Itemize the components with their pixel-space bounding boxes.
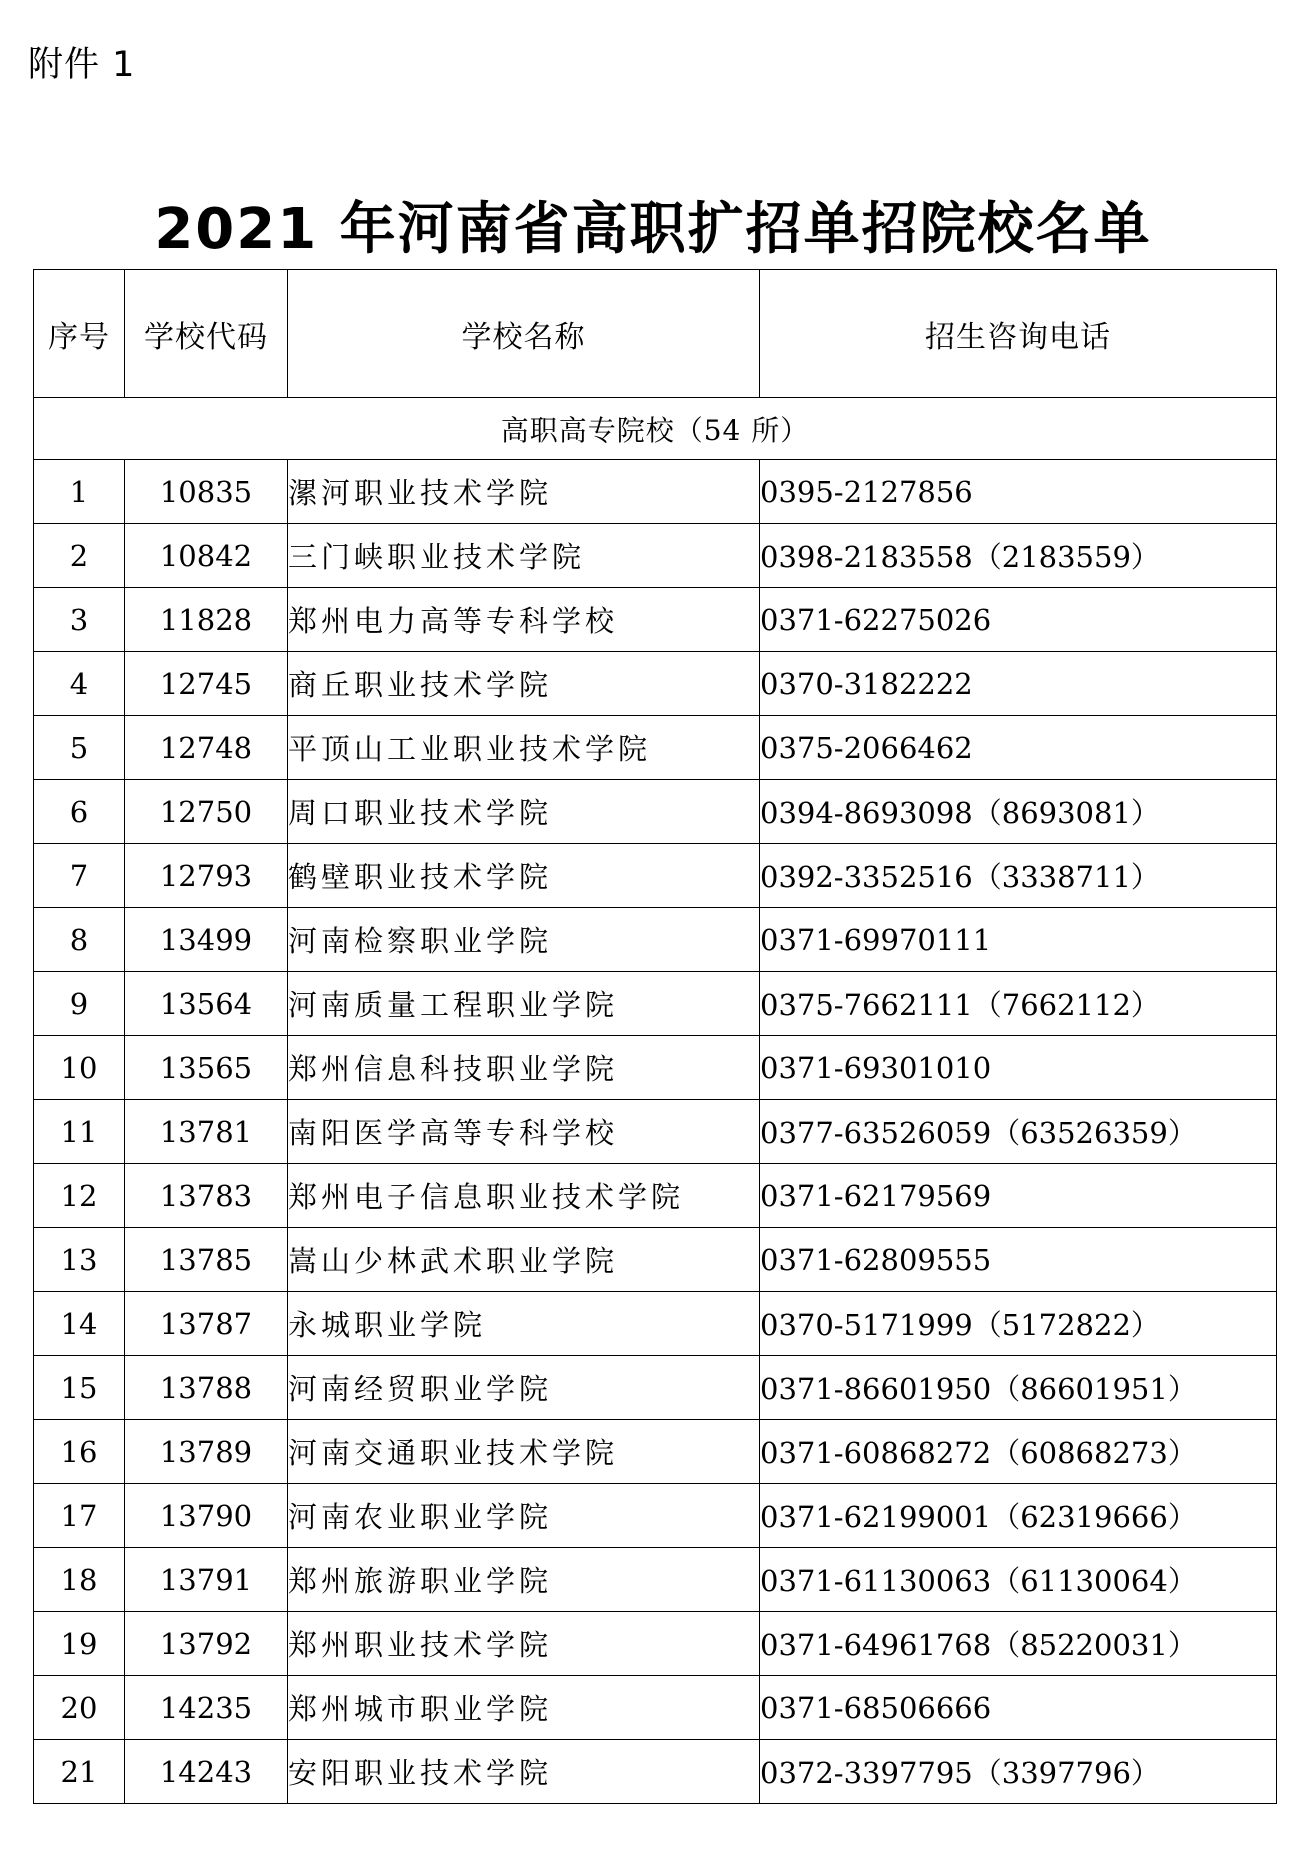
school-table — [33, 269, 1277, 1804]
cell-school-name: 漯河职业技术学院 — [288, 460, 760, 524]
cell-serial-no: 15 — [34, 1356, 125, 1420]
section-label: 高职高专院校（54 所） — [34, 398, 1277, 460]
cell-school-code: 13564 — [125, 972, 288, 1036]
cell-phone: 0371-62275026 — [760, 588, 1277, 652]
cell-school-code: 11828 — [125, 588, 288, 652]
header-school-code: 学校代码 — [125, 270, 288, 398]
cell-school-name: 郑州旅游职业学院 — [288, 1548, 760, 1612]
cell-school-name: 鹤壁职业技术学院 — [288, 844, 760, 908]
table-row — [34, 1484, 1277, 1548]
cell-serial-no: 6 — [34, 780, 125, 844]
cell-school-code: 12748 — [125, 716, 288, 780]
cell-phone: 0371-64961768（85220031） — [760, 1612, 1277, 1676]
cell-school-name: 安阳职业技术学院 — [288, 1740, 760, 1804]
cell-school-code: 13781 — [125, 1100, 288, 1164]
cell-school-name: 郑州电力高等专科学校 — [288, 588, 760, 652]
cell-school-code: 12750 — [125, 780, 288, 844]
cell-serial-no: 19 — [34, 1612, 125, 1676]
cell-phone: 0370-5171999（5172822） — [760, 1292, 1277, 1356]
table-row — [34, 1292, 1277, 1356]
table-row — [34, 716, 1277, 780]
cell-serial-no: 12 — [34, 1164, 125, 1228]
cell-phone: 0377-63526059（63526359） — [760, 1100, 1277, 1164]
cell-phone: 0371-62179569 — [760, 1164, 1277, 1228]
cell-phone: 0392-3352516（3338711） — [760, 844, 1277, 908]
table-row — [34, 588, 1277, 652]
cell-school-name: 河南质量工程职业学院 — [288, 972, 760, 1036]
header-serial-no: 序号 — [34, 270, 125, 398]
cell-phone: 0375-2066462 — [760, 716, 1277, 780]
cell-serial-no: 9 — [34, 972, 125, 1036]
cell-school-name: 郑州城市职业学院 — [288, 1676, 760, 1740]
cell-school-code: 13785 — [125, 1228, 288, 1292]
table-row — [34, 1548, 1277, 1612]
cell-school-name: 河南农业职业学院 — [288, 1484, 760, 1548]
cell-phone: 0371-61130063（61130064） — [760, 1548, 1277, 1612]
table-row — [34, 1228, 1277, 1292]
table-row — [34, 1612, 1277, 1676]
page-title: 2021 年河南省高职扩招单招院校名单 — [154, 197, 1152, 262]
table-row — [34, 1420, 1277, 1484]
cell-serial-no: 1 — [34, 460, 125, 524]
section-row — [34, 398, 1277, 460]
cell-serial-no: 3 — [34, 588, 125, 652]
cell-school-code: 12793 — [125, 844, 288, 908]
cell-phone: 0398-2183558（2183559） — [760, 524, 1277, 588]
cell-serial-no: 13 — [34, 1228, 125, 1292]
cell-school-code: 12745 — [125, 652, 288, 716]
cell-serial-no: 10 — [34, 1036, 125, 1100]
cell-serial-no: 2 — [34, 524, 125, 588]
cell-school-code: 13788 — [125, 1356, 288, 1420]
table-row — [34, 1356, 1277, 1420]
cell-serial-no: 18 — [34, 1548, 125, 1612]
attachment-label: 附件 1 — [28, 45, 136, 85]
cell-school-name: 三门峡职业技术学院 — [288, 524, 760, 588]
table-row — [34, 652, 1277, 716]
table-row — [34, 1164, 1277, 1228]
table-row — [34, 1676, 1277, 1740]
cell-school-code: 13791 — [125, 1548, 288, 1612]
table-body — [34, 398, 1277, 1804]
cell-phone: 0394-8693098（8693081） — [760, 780, 1277, 844]
cell-serial-no: 7 — [34, 844, 125, 908]
cell-serial-no: 17 — [34, 1484, 125, 1548]
cell-school-name: 郑州电子信息职业技术学院 — [288, 1164, 760, 1228]
cell-school-code: 13789 — [125, 1420, 288, 1484]
table-row — [34, 524, 1277, 588]
cell-school-name: 永城职业学院 — [288, 1292, 760, 1356]
cell-serial-no: 8 — [34, 908, 125, 972]
cell-serial-no: 14 — [34, 1292, 125, 1356]
cell-phone: 0375-7662111（7662112） — [760, 972, 1277, 1036]
cell-school-code: 14235 — [125, 1676, 288, 1740]
cell-serial-no: 4 — [34, 652, 125, 716]
table-row — [34, 1100, 1277, 1164]
cell-phone: 0370-3182222 — [760, 652, 1277, 716]
table-row — [34, 1740, 1277, 1804]
cell-phone: 0372-3397795（3397796） — [760, 1740, 1277, 1804]
table-row — [34, 460, 1277, 524]
cell-phone: 0371-68506666 — [760, 1676, 1277, 1740]
cell-school-code: 14243 — [125, 1740, 288, 1804]
cell-school-code: 13565 — [125, 1036, 288, 1100]
cell-serial-no: 20 — [34, 1676, 125, 1740]
table-row — [34, 908, 1277, 972]
cell-school-name: 郑州职业技术学院 — [288, 1612, 760, 1676]
cell-school-code: 13787 — [125, 1292, 288, 1356]
table-row — [34, 972, 1277, 1036]
cell-school-code: 13792 — [125, 1612, 288, 1676]
cell-school-name: 周口职业技术学院 — [288, 780, 760, 844]
header-school-name: 学校名称 — [288, 270, 760, 398]
cell-school-code: 10842 — [125, 524, 288, 588]
table-header-row — [34, 270, 1277, 398]
cell-school-name: 河南检察职业学院 — [288, 908, 760, 972]
cell-school-name: 河南交通职业技术学院 — [288, 1420, 760, 1484]
cell-school-code: 13783 — [125, 1164, 288, 1228]
cell-phone: 0371-69301010 — [760, 1036, 1277, 1100]
cell-school-name: 河南经贸职业学院 — [288, 1356, 760, 1420]
table-row — [34, 1036, 1277, 1100]
cell-serial-no: 5 — [34, 716, 125, 780]
cell-school-name: 南阳医学高等专科学校 — [288, 1100, 760, 1164]
cell-school-name: 平顶山工业职业技术学院 — [288, 716, 760, 780]
cell-school-code: 13790 — [125, 1484, 288, 1548]
header-phone: 招生咨询电话 — [760, 270, 1277, 398]
cell-serial-no: 16 — [34, 1420, 125, 1484]
cell-school-code: 13499 — [125, 908, 288, 972]
cell-serial-no: 11 — [34, 1100, 125, 1164]
cell-phone: 0371-62809555 — [760, 1228, 1277, 1292]
cell-phone: 0395-2127856 — [760, 460, 1277, 524]
cell-school-code: 10835 — [125, 460, 288, 524]
table-row — [34, 780, 1277, 844]
cell-phone: 0371-69970111 — [760, 908, 1277, 972]
cell-school-name: 郑州信息科技职业学院 — [288, 1036, 760, 1100]
cell-phone: 0371-60868272（60868273） — [760, 1420, 1277, 1484]
cell-school-name: 嵩山少林武术职业学院 — [288, 1228, 760, 1292]
cell-phone: 0371-86601950（86601951） — [760, 1356, 1277, 1420]
cell-phone: 0371-62199001（62319666） — [760, 1484, 1277, 1548]
cell-school-name: 商丘职业技术学院 — [288, 652, 760, 716]
table-row — [34, 844, 1277, 908]
cell-serial-no: 21 — [34, 1740, 125, 1804]
